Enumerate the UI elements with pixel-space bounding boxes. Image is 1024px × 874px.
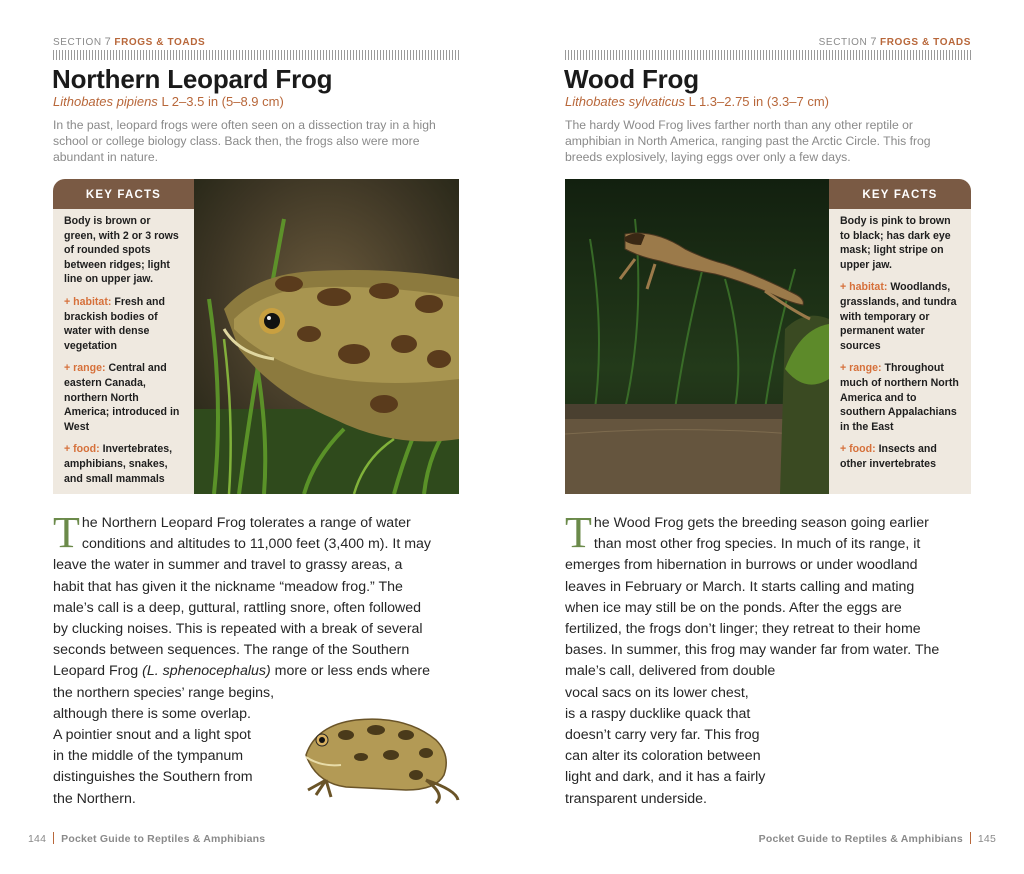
body-line: can alter its coloration between: [565, 748, 761, 765]
key-facts-title: KEY FACTS: [829, 179, 971, 209]
wood-frog-photo: [565, 179, 829, 494]
food-value: Invertebrates, amphibians, snakes, and small mammals: [64, 443, 173, 485]
leopard-frog-photo: [194, 179, 459, 494]
facts-range: [840, 361, 961, 434]
habitat-value: Woodlands, grasslands, and tundra with temporary or permanent water sources: [840, 281, 957, 352]
facts-habitat: [64, 295, 184, 353]
facts-food: [840, 442, 961, 471]
body-line: habit that has given it the nickname “meadow frog.” The: [53, 578, 403, 595]
range-value: Throughout much of northern North America and to southern Appalachians in the East: [840, 362, 959, 433]
size-range: L 2–3.5 in (5–8.9 cm): [161, 94, 284, 109]
body-line: light and dark, and it has a fairly: [565, 769, 766, 786]
section-name: FROGS & TOADS: [114, 37, 206, 48]
body-line: than most other frog species. In much of its range, it: [593, 536, 921, 553]
species-title: Wood Frog: [564, 64, 699, 94]
range-value: Central and eastern Canada, northern North America; introduced in West: [64, 362, 180, 433]
decorative-ruler: [565, 50, 971, 60]
scientific-name-line: [53, 94, 284, 109]
body-line: [53, 661, 463, 682]
body-fragment: more or less ends where: [274, 663, 430, 680]
key-facts-title: KEY FACTS: [53, 179, 194, 209]
body-line: when ice may still be on the ponds. After the eggs are: [565, 599, 902, 616]
body-line: he Wood Frog gets the breeding season going earlier: [593, 515, 929, 531]
drop-cap: T: [53, 508, 80, 557]
facts-description: Body is brown or green, with 2 or 3 rows of rounded spots between ridges; light line on upper jaw.: [64, 215, 179, 286]
section-name: FROGS & TOADS: [880, 37, 971, 48]
section-header: [819, 36, 971, 48]
body-italic-fragment: (L. sphenocephalus): [142, 663, 271, 680]
leopard-frog-illustration: [286, 695, 461, 805]
body-line: the Northern.: [53, 790, 136, 807]
body-line: transparent underside.: [565, 790, 707, 807]
section-label: SECTION: [53, 37, 102, 48]
scientific-name-line: [565, 94, 829, 109]
body-line: he Northern Leopard Frog tolerates a range of water: [81, 515, 411, 531]
body-line: vocal sacs on its lower chest,: [565, 684, 749, 701]
body-line: in the middle of the tympanum: [53, 748, 244, 765]
species-title: Northern Leopard Frog: [52, 64, 333, 94]
book-title: Pocket Guide to Reptiles & Amphibians: [61, 833, 266, 845]
facts-description: Body is pink to brown to black; has dark eye mask; light stripe on upper jaw.: [840, 215, 951, 271]
body-line: leaves in February or March. It starts calling and mating: [565, 578, 915, 595]
body-fragment: Leopard Frog: [53, 663, 139, 680]
facts-food: [64, 442, 184, 486]
section-number: 7: [870, 36, 878, 48]
body-line: leave the water in summer and travel to grassy areas, a: [53, 557, 403, 574]
size-range: L 1.3–2.75 in (3.3–7 cm): [688, 94, 830, 109]
intro-text: The hardy Wood Frog lives farther north than any other reptile or amphibian in North America, ranging past the Arctic Circle. This frog breeds explosively, laying eggs over only a few days.: [565, 118, 931, 164]
decorative-ruler: [53, 50, 459, 60]
body-line: fertilized, the frogs don’t linger; they retreat to their home: [565, 621, 921, 638]
drop-cap: T: [565, 508, 592, 557]
body-line: bases. In summer, this frog may wander far from water. The: [565, 642, 940, 659]
body-line: seconds between sequences. The range of the Southern: [53, 642, 410, 659]
habitat-value: Fresh and brackish bodies of water with dense vegetation: [64, 295, 165, 352]
key-facts-box: [829, 179, 971, 494]
facts-range: [64, 361, 184, 434]
body-line: is a raspy ducklike quack that: [565, 705, 751, 722]
scientific-name: Lithobates sylvaticus: [565, 94, 685, 109]
body-text: [565, 508, 975, 810]
key-facts-box: [53, 179, 194, 494]
page-footer: [759, 832, 996, 845]
section-label: SECTION: [818, 37, 868, 48]
range-label: + range:: [840, 362, 882, 375]
food-label: + food:: [64, 443, 100, 456]
body-line: although there is some overlap.: [53, 705, 251, 722]
right-page: [512, 0, 1024, 874]
body-line: by clucking noises. This is repeated with a break of several: [53, 621, 423, 638]
scientific-name: Lithobates pipiens: [53, 94, 158, 109]
section-number: 7: [104, 36, 112, 48]
body-line: doesn’t carry very far. This frog: [565, 727, 760, 744]
body-line: male’s call is a deep, guttural, rattling snore, often followed: [53, 599, 422, 616]
body-line: the northern species’ range begins,: [53, 684, 275, 701]
body-line: male’s call, delivered from double: [565, 663, 776, 680]
book-title: Pocket Guide to Reptiles & Amphibians: [758, 833, 963, 845]
body-line: A pointier snout and a light spot: [53, 727, 251, 744]
body-line: conditions and altitudes to 11,000 feet (3,400 m). It may: [81, 536, 432, 553]
page-number: 144: [28, 833, 47, 845]
section-header: [53, 36, 205, 48]
page-footer: [28, 832, 265, 845]
habitat-label: + habitat:: [64, 295, 112, 308]
page-number: 145: [977, 833, 996, 845]
body-line: distinguishes the Southern from: [53, 769, 253, 786]
intro-text: In the past, leopard frogs were often seen on a dissection tray in a high school or college biology class. Back then, the frogs also were more abundant in nature.: [53, 118, 436, 164]
body-line: emerges from hibernation in burrows or under woodland: [565, 557, 918, 574]
footer-separator: [53, 832, 54, 844]
facts-habitat: [840, 280, 961, 353]
range-label: + range:: [64, 362, 106, 375]
food-label: + food:: [840, 443, 876, 456]
food-value: Insects and other invertebrates: [840, 443, 937, 470]
habitat-label: + habitat:: [840, 281, 888, 294]
footer-separator: [970, 832, 971, 844]
